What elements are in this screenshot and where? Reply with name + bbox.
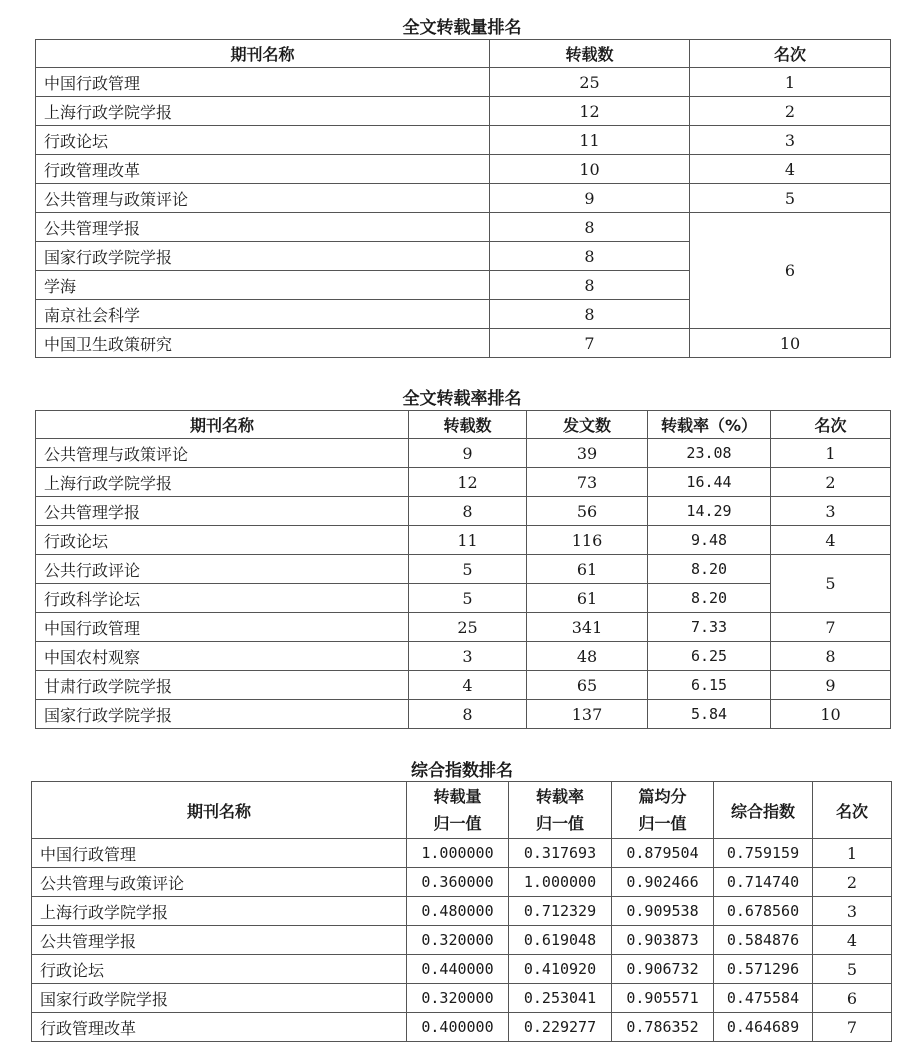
- journal-name: 行政论坛: [32, 955, 407, 984]
- average-score-normalized: 0.879504: [612, 839, 714, 868]
- journal-name: 国家行政学院学报: [36, 242, 490, 271]
- reprint-rate: 8.20: [648, 584, 771, 613]
- header-line: 归一值: [638, 814, 687, 833]
- reprint-rate-normalized: 0.229277: [509, 1013, 612, 1042]
- reprint-rate: 5.84: [648, 700, 771, 729]
- rank: 3: [813, 897, 892, 926]
- article-count: 116: [527, 526, 648, 555]
- table3-header-row: [32, 782, 892, 839]
- header-reprint-count: 转载数: [490, 40, 690, 68]
- table-row: [36, 184, 891, 213]
- journal-name: 行政管理改革: [36, 155, 490, 184]
- header-line: 篇均分: [638, 787, 687, 806]
- composite-index: 0.584876: [714, 926, 813, 955]
- reprint-count: 9: [490, 184, 690, 213]
- rank: 8: [771, 642, 891, 671]
- journal-name: 公共管理学报: [36, 497, 409, 526]
- reprint-rate-normalized: 0.410920: [509, 955, 612, 984]
- rank: 3: [771, 497, 891, 526]
- reprint-count: 7: [490, 329, 690, 358]
- header-journal-name: 期刊名称: [36, 40, 490, 68]
- rank: 4: [813, 926, 892, 955]
- table-row: [36, 555, 891, 584]
- table-row: [36, 700, 891, 729]
- reprint-count: 12: [409, 468, 527, 497]
- reprint-rate-normalized: 0.712329: [509, 897, 612, 926]
- reprint-volume-normalized: 0.400000: [407, 1013, 509, 1042]
- article-count: 73: [527, 468, 648, 497]
- reprint-count: 8: [490, 271, 690, 300]
- rank: 1: [771, 439, 891, 468]
- average-score-normalized: 0.786352: [612, 1013, 714, 1042]
- rank: 6: [690, 213, 891, 329]
- header-article-count: 发文数: [527, 411, 648, 439]
- rank: 5: [690, 184, 891, 213]
- table1: [35, 39, 891, 358]
- journal-name: 上海行政学院学报: [32, 897, 407, 926]
- header-line: 转载量: [433, 787, 482, 806]
- reprint-count: 9: [409, 439, 527, 468]
- journal-name: 国家行政学院学报: [36, 700, 409, 729]
- table3: [31, 781, 892, 1042]
- journal-name: 中国卫生政策研究: [36, 329, 490, 358]
- average-score-normalized: 0.903873: [612, 926, 714, 955]
- table3-title: 综合指数排名: [411, 761, 513, 781]
- header-reprint-count: 转载数: [409, 411, 527, 439]
- reprint-count: 11: [409, 526, 527, 555]
- reprint-count: 8: [490, 213, 690, 242]
- journal-name: 南京社会科学: [36, 300, 490, 329]
- article-count: 61: [527, 555, 648, 584]
- reprint-volume-normalized: 0.320000: [407, 926, 509, 955]
- table-row: [32, 868, 892, 897]
- table-row: [36, 126, 891, 155]
- reprint-rate: 6.25: [648, 642, 771, 671]
- reprint-rate: 6.15: [648, 671, 771, 700]
- average-score-normalized: 0.902466: [612, 868, 714, 897]
- table-row: [36, 439, 891, 468]
- reprint-rate: 8.20: [648, 555, 771, 584]
- table-row: [32, 955, 892, 984]
- table1-header-row: [36, 40, 891, 68]
- table-row: [36, 213, 891, 242]
- reprint-count: 12: [490, 97, 690, 126]
- reprint-rate: 9.48: [648, 526, 771, 555]
- reprint-count: 8: [490, 300, 690, 329]
- header-rank: 名次: [771, 411, 891, 439]
- average-score-normalized: 0.906732: [612, 955, 714, 984]
- journal-name: 甘肃行政学院学报: [36, 671, 409, 700]
- rank: 7: [813, 1013, 892, 1042]
- journal-name: 公共管理与政策评论: [32, 868, 407, 897]
- reprint-count: 5: [409, 555, 527, 584]
- table-row: [36, 468, 891, 497]
- journal-name: 行政论坛: [36, 126, 490, 155]
- journal-name: 中国农村观察: [36, 642, 409, 671]
- reprint-count: 10: [490, 155, 690, 184]
- rank: 2: [813, 868, 892, 897]
- reprint-count: 8: [409, 700, 527, 729]
- reprint-rate: 14.29: [648, 497, 771, 526]
- journal-name: 中国行政管理: [36, 613, 409, 642]
- journal-name: 中国行政管理: [36, 68, 490, 97]
- rank: 4: [690, 155, 891, 184]
- article-count: 39: [527, 439, 648, 468]
- article-count: 341: [527, 613, 648, 642]
- header-reprint-rate: 转载率（%）: [648, 411, 771, 439]
- rank: 10: [771, 700, 891, 729]
- rank: 1: [690, 68, 891, 97]
- table-row: [36, 329, 891, 358]
- header-reprint-volume-normalized: [407, 782, 509, 839]
- article-count: 56: [527, 497, 648, 526]
- journal-name: 行政管理改革: [32, 1013, 407, 1042]
- header-reprint-rate-normalized: [509, 782, 612, 839]
- reprint-count: 3: [409, 642, 527, 671]
- reprint-volume-normalized: 1.000000: [407, 839, 509, 868]
- reprint-volume-normalized: 0.360000: [407, 868, 509, 897]
- reprint-rate: 23.08: [648, 439, 771, 468]
- reprint-count: 5: [409, 584, 527, 613]
- table-row: [32, 984, 892, 1013]
- table-row: [32, 897, 892, 926]
- table-row: [36, 497, 891, 526]
- table1-title: 全文转载量排名: [402, 18, 522, 38]
- reprint-rate-normalized: 0.253041: [509, 984, 612, 1013]
- rank: 1: [813, 839, 892, 868]
- rank: 2: [690, 97, 891, 126]
- reprint-rate: 7.33: [648, 613, 771, 642]
- table-row: [36, 613, 891, 642]
- reprint-volume-normalized: 0.440000: [407, 955, 509, 984]
- reprint-count: 8: [490, 242, 690, 271]
- reprint-rate-normalized: 0.619048: [509, 926, 612, 955]
- rank: 5: [813, 955, 892, 984]
- header-line: 转载率: [535, 787, 584, 806]
- header-composite-index: 综合指数: [714, 782, 813, 839]
- composite-index: 0.475584: [714, 984, 813, 1013]
- reprint-count: 25: [409, 613, 527, 642]
- rank: 9: [771, 671, 891, 700]
- rank: 7: [771, 613, 891, 642]
- composite-index: 0.714740: [714, 868, 813, 897]
- rank: 2: [771, 468, 891, 497]
- article-count: 48: [527, 642, 648, 671]
- journal-name: 上海行政学院学报: [36, 97, 490, 126]
- table2-title: 全文转载率排名: [402, 389, 522, 409]
- journal-name: 公共管理学报: [36, 213, 490, 242]
- reprint-rate-normalized: 0.317693: [509, 839, 612, 868]
- journal-name: 中国行政管理: [32, 839, 407, 868]
- table-row: [36, 584, 891, 613]
- header-line: 归一值: [433, 814, 482, 833]
- table-row: [32, 926, 892, 955]
- table-row: [36, 155, 891, 184]
- rank: 3: [690, 126, 891, 155]
- average-score-normalized: 0.905571: [612, 984, 714, 1013]
- rank: 10: [690, 329, 891, 358]
- article-count: 137: [527, 700, 648, 729]
- header-journal-name: 期刊名称: [36, 411, 409, 439]
- header-line: 归一值: [535, 814, 584, 833]
- reprint-rate-normalized: 1.000000: [509, 868, 612, 897]
- composite-index: 0.571296: [714, 955, 813, 984]
- table-row: [36, 671, 891, 700]
- header-journal-name: 期刊名称: [32, 782, 407, 839]
- journal-name: 公共管理与政策评论: [36, 439, 409, 468]
- reprint-count: 4: [409, 671, 527, 700]
- article-count: 61: [527, 584, 648, 613]
- journal-name: 行政论坛: [36, 526, 409, 555]
- table-row: [32, 839, 892, 868]
- journal-name: 公共管理学报: [32, 926, 407, 955]
- header-rank: 名次: [813, 782, 892, 839]
- journal-name: 公共行政评论: [36, 555, 409, 584]
- reprint-count: 25: [490, 68, 690, 97]
- composite-index: 0.464689: [714, 1013, 813, 1042]
- composite-index: 0.678560: [714, 897, 813, 926]
- average-score-normalized: 0.909538: [612, 897, 714, 926]
- journal-name: 公共管理与政策评论: [36, 184, 490, 213]
- article-count: 65: [527, 671, 648, 700]
- table-row: [36, 642, 891, 671]
- table-row: [32, 1013, 892, 1042]
- reprint-rate: 16.44: [648, 468, 771, 497]
- journal-name: 上海行政学院学报: [36, 468, 409, 497]
- reprint-count: 8: [409, 497, 527, 526]
- table2-header-row: [36, 411, 891, 439]
- composite-index: 0.759159: [714, 839, 813, 868]
- rank: 5: [771, 555, 891, 613]
- header-rank: 名次: [690, 40, 891, 68]
- reprint-volume-normalized: 0.320000: [407, 984, 509, 1013]
- reprint-volume-normalized: 0.480000: [407, 897, 509, 926]
- table-row: [36, 97, 891, 126]
- table2: [35, 410, 891, 729]
- rank: 4: [771, 526, 891, 555]
- journal-name: 学海: [36, 271, 490, 300]
- table-row: [36, 526, 891, 555]
- journal-name: 行政科学论坛: [36, 584, 409, 613]
- rank: 6: [813, 984, 892, 1013]
- table-row: [36, 68, 891, 97]
- journal-name: 国家行政学院学报: [32, 984, 407, 1013]
- reprint-count: 11: [490, 126, 690, 155]
- header-average-score-normalized: [612, 782, 714, 839]
